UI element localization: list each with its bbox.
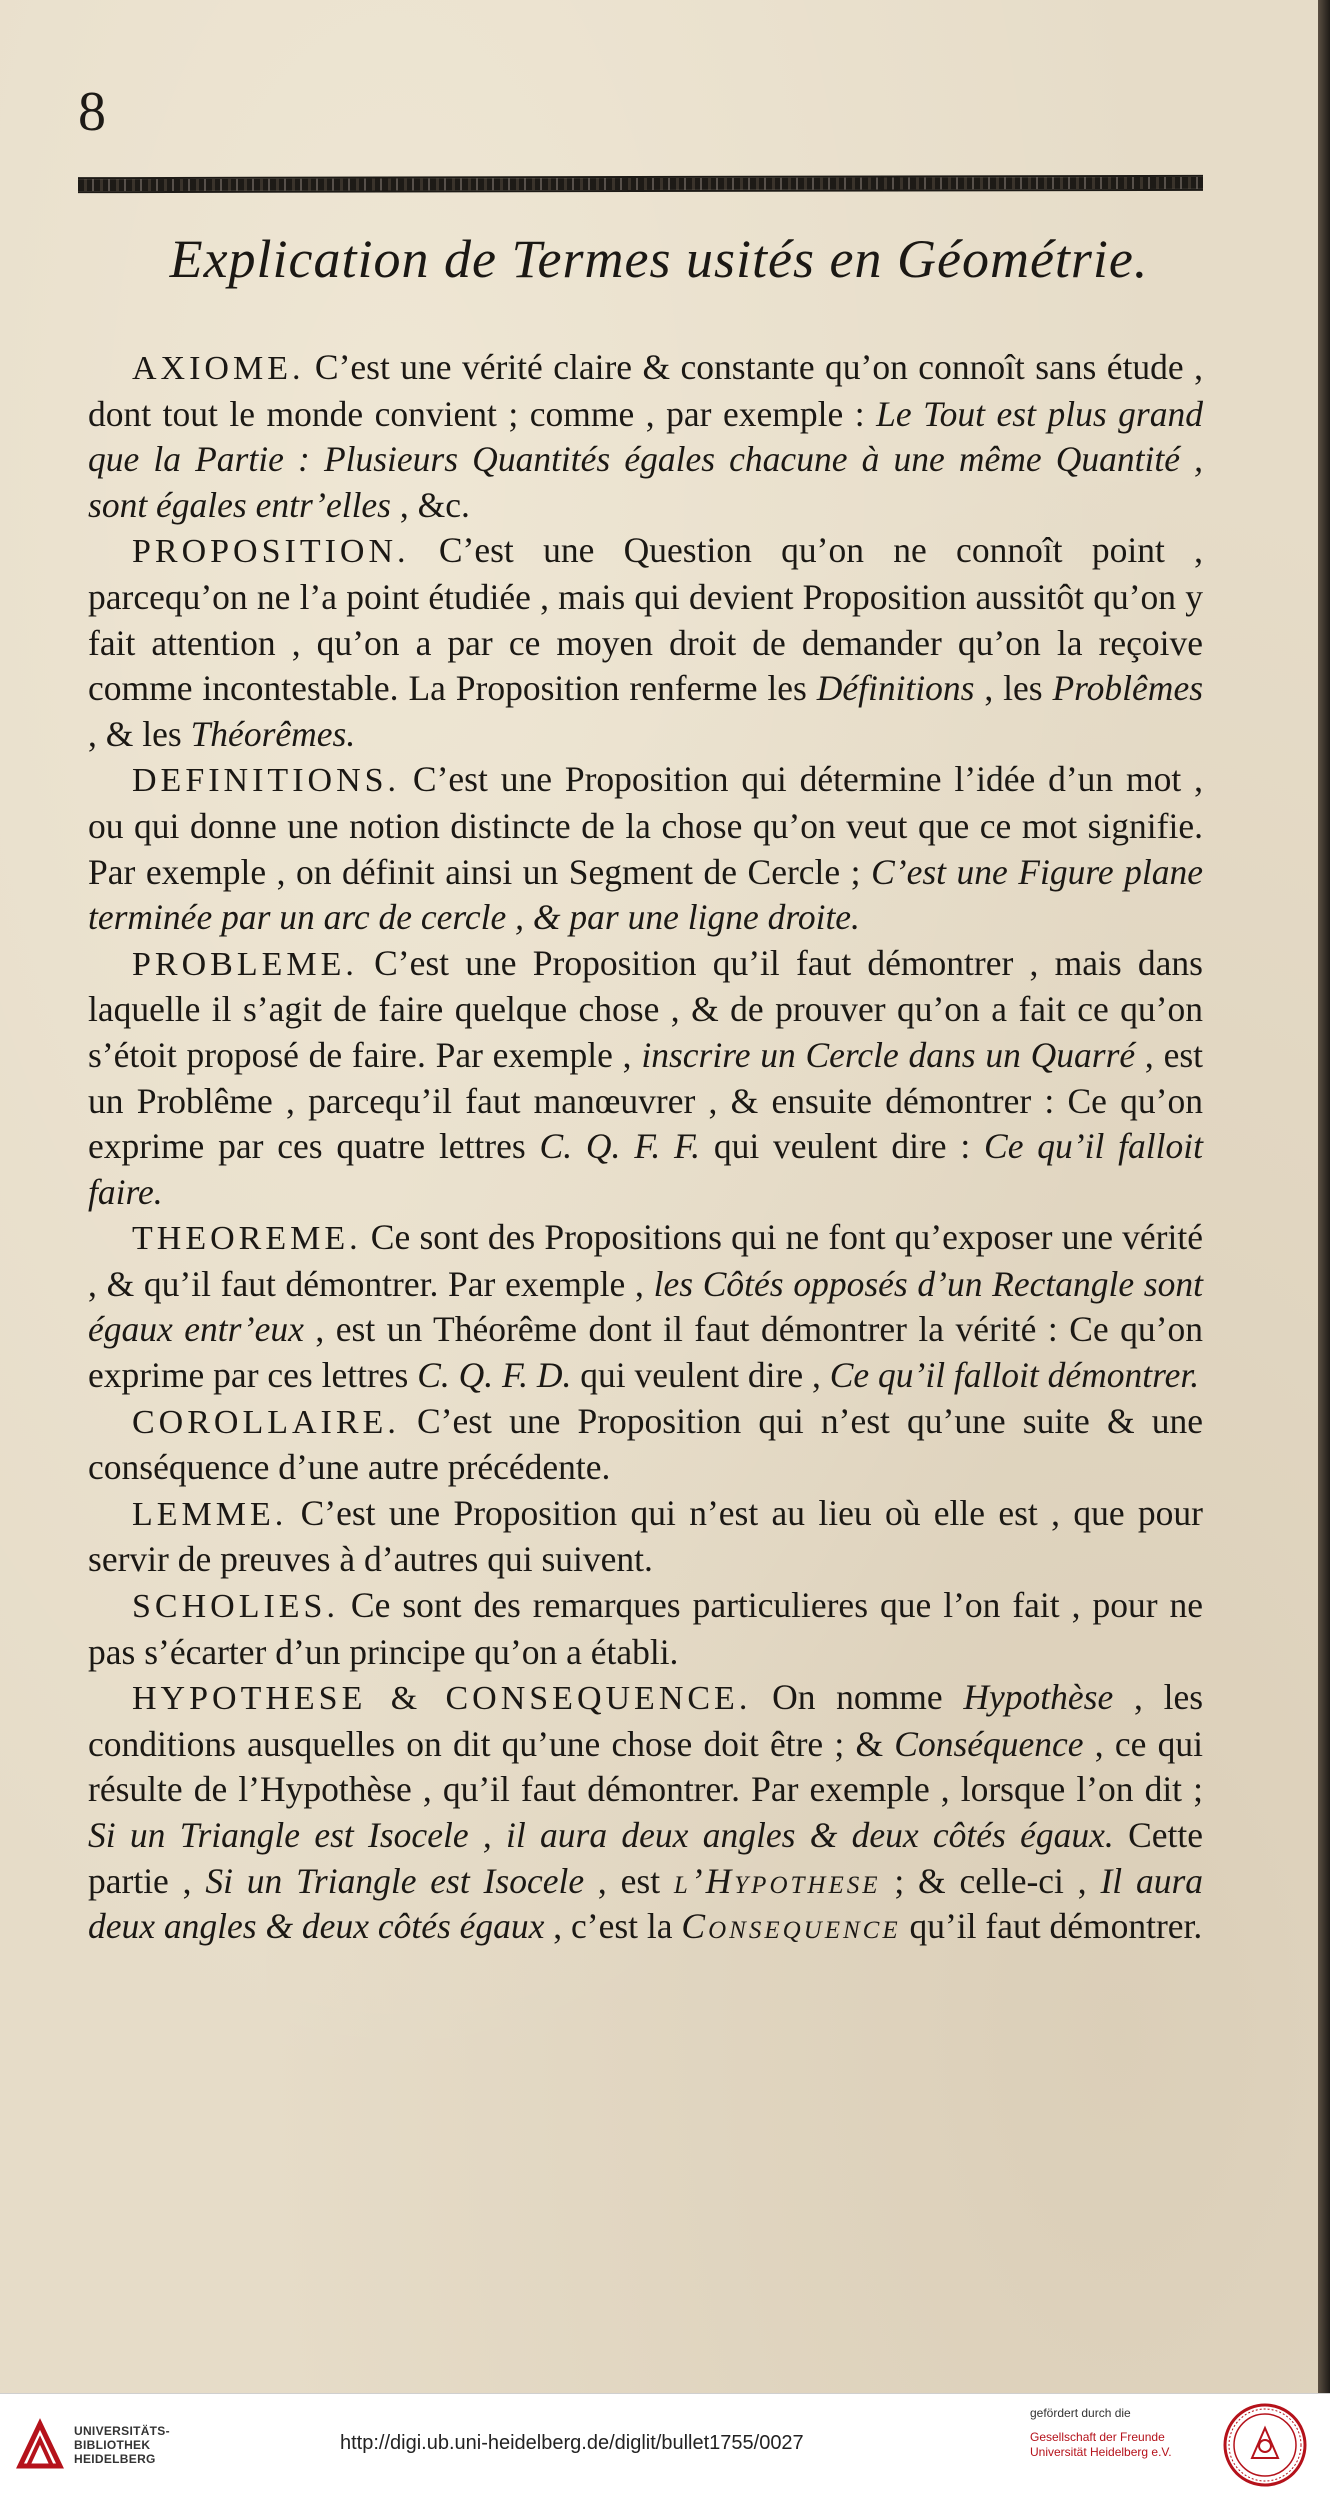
small-caps-run: Consequence [681,1906,901,1947]
text-run: Ce sont des Propositions qui ne font qu’exposer une vérité , & qu’il faut démontrer. Par exemple , [88,1217,1203,1304]
ornamental-rule [78,175,1203,193]
term-heading: THEOREME. [132,1220,362,1258]
term-heading: DEFINITIONS. [132,762,401,800]
paragraph-corollaire [88,1399,1203,1491]
text-run: , les conditions ausquelles on dit qu’une chose doit être ; & [88,1677,1204,1764]
support-text: gefördert durch die [1030,2406,1131,2420]
text-run: , est [584,1860,674,1901]
term-heading: COROLLAIRE. [132,1403,400,1441]
term-heading: PROPOSITION. [132,533,410,571]
page-title: Explication de Termes usités en Géométrie. [169,229,1149,289]
society-name-line: Gesellschaft der Freunde [1030,2430,1165,2444]
page-number: 8 [78,81,106,143]
library-name-line: BIBLIOTHEK [74,2438,151,2452]
text-run: qui veulent dire : [700,1126,985,1167]
book-spine-edge [1318,0,1330,2393]
text-run: C’est une Proposition qui n’est au lieu où elle est , que pour servir de preuves à d’autres qui suivent. [88,1492,1203,1580]
permalink-url[interactable]: http://digi.ub.uni-heidelberg.de/diglit/bullet1755/0027 [340,2432,804,2454]
text-run: qu’il faut démontrer. [900,1906,1203,1947]
paragraph-probleme [88,941,1203,1216]
text-run: C’est une Question qu’on ne connoît point , parcequ’on ne l’a point étudiée , mais qui devient Proposition aussitôt qu’on y fait attention , qu’on a par ce moyen droit de demander qu’on la reçoive comme incontestable. La Proposition renferme les [88,530,1203,709]
body-text [88,345,1203,1950]
library-name-line: HEIDELBERG [74,2452,156,2466]
text-run: , les [974,668,1053,709]
text-run: C’est une Proposition qui détermine l’idée d’un mot , ou qui donne une notion distincte de la chose qu’on veut que ce mot signifie. Par exemple , on définit ainsi un Segment de Cercle ; [88,759,1203,892]
italic-run: les Côtés opposés d’un Rectangle sont égaux entr’eux [88,1263,1203,1350]
italic-run: Théorêmes. [190,713,356,754]
paragraph-definitions [88,757,1203,940]
term-heading: PROBLEME. [132,945,358,983]
text-run: , est un Problême , parcequ’il faut manœuvrer , & ensuite démontrer : Ce qu’on exprime par ces quatre lettres [88,1034,1204,1167]
text-run: qui veulent dire , [571,1355,830,1396]
small-caps-run: l’Hypothese [673,1860,881,1901]
term-heading: LEMME. [132,1495,288,1533]
italic-run: C. Q. F. F. [539,1126,701,1167]
text-run: ; & celle-ci , [880,1860,1101,1901]
paragraph-theoreme [88,1215,1203,1398]
italic-run: Ce qu’il falloit faire. [88,1126,1203,1212]
text-run: C’est une vérité claire & constante qu’on connoît sans étude , dont tout le monde convient ; comme , par exemple : [88,347,1203,434]
society-name[interactable] [1030,2430,1172,2460]
italic-run: Il aura deux angles & deux côtés égaux [88,1860,1204,1947]
text-run: , est un Théorême dont il faut démontrer la vérité : Ce qu’on exprime par ces lettres [88,1309,1203,1396]
university-seal-icon[interactable] [1222,2402,1308,2488]
term-heading: SCHOLIES. [132,1588,339,1626]
italic-run: Définitions [816,668,975,709]
italic-run: C. Q. F. D. [417,1355,572,1396]
paragraph-proposition [88,528,1203,757]
ub-heidelberg-logo-icon[interactable] [14,2416,66,2472]
italic-run: C’est une Figure plane terminée par un arc de cercle , & par une ligne droite. [88,851,1203,938]
text-run: C’est une Proposition qui n’est qu’une suite & une conséquence d’une autre précédente. [88,1400,1203,1488]
paragraph-lemme [88,1491,1203,1583]
italic-run: Problêmes [1052,668,1204,709]
term-heading: HYPOTHESE & CONSEQUENCE. [132,1680,752,1718]
italic-run: Ce qu’il falloit démontrer. [829,1355,1200,1396]
paragraph-axiome [88,345,1203,528]
italic-run: Si un Triangle est Isocele , il aura deux angles & deux côtés égaux. [88,1815,1114,1855]
paragraph-hypothese [88,1675,1203,1950]
viewer-footer [0,2393,1330,2494]
text-run: Ce sont des remarques particulieres que l’on fait , pour ne pas s’écarter d’un principe qu’on a établi. [88,1585,1203,1672]
text-run: On nomme [751,1677,964,1718]
italic-run: Le Tout est plus grand que la Partie : Plusieurs Quantités égales chacune à une même Quantité , sont égales entr’elles [88,393,1203,525]
italic-run: Si un Triangle est Isocele [205,1860,585,1901]
italic-run: Conséquence [894,1723,1084,1764]
library-name-line: UNIVERSITÄTS- [74,2424,170,2438]
society-name-line: Universität Heidelberg e.V. [1030,2445,1172,2459]
text-run: , &c. [391,484,470,525]
italic-run: inscrire un Cercle dans un Quarré [641,1034,1136,1075]
italic-run: Hypothèse [963,1677,1114,1718]
paragraph-scholies [88,1583,1203,1675]
library-name [74,2424,170,2466]
text-run: C’est une Proposition qu’il faut démontrer , mais dans laquelle il s’agit de faire quelque chose , & de prouver qu’on a fait ce qu’on s’étoit proposé de faire. Par exemple , [88,942,1203,1075]
text-run: , ce qui résulte de l’Hypothèse , qu’il faut démontrer. Par exemple , lorsque l’on dit ; [88,1723,1203,1810]
text-run: Cette partie , [88,1815,1203,1901]
text-run: , & les [88,713,191,754]
term-heading: AXIOME. [132,350,305,387]
text-run: , c’est la [544,1906,682,1947]
